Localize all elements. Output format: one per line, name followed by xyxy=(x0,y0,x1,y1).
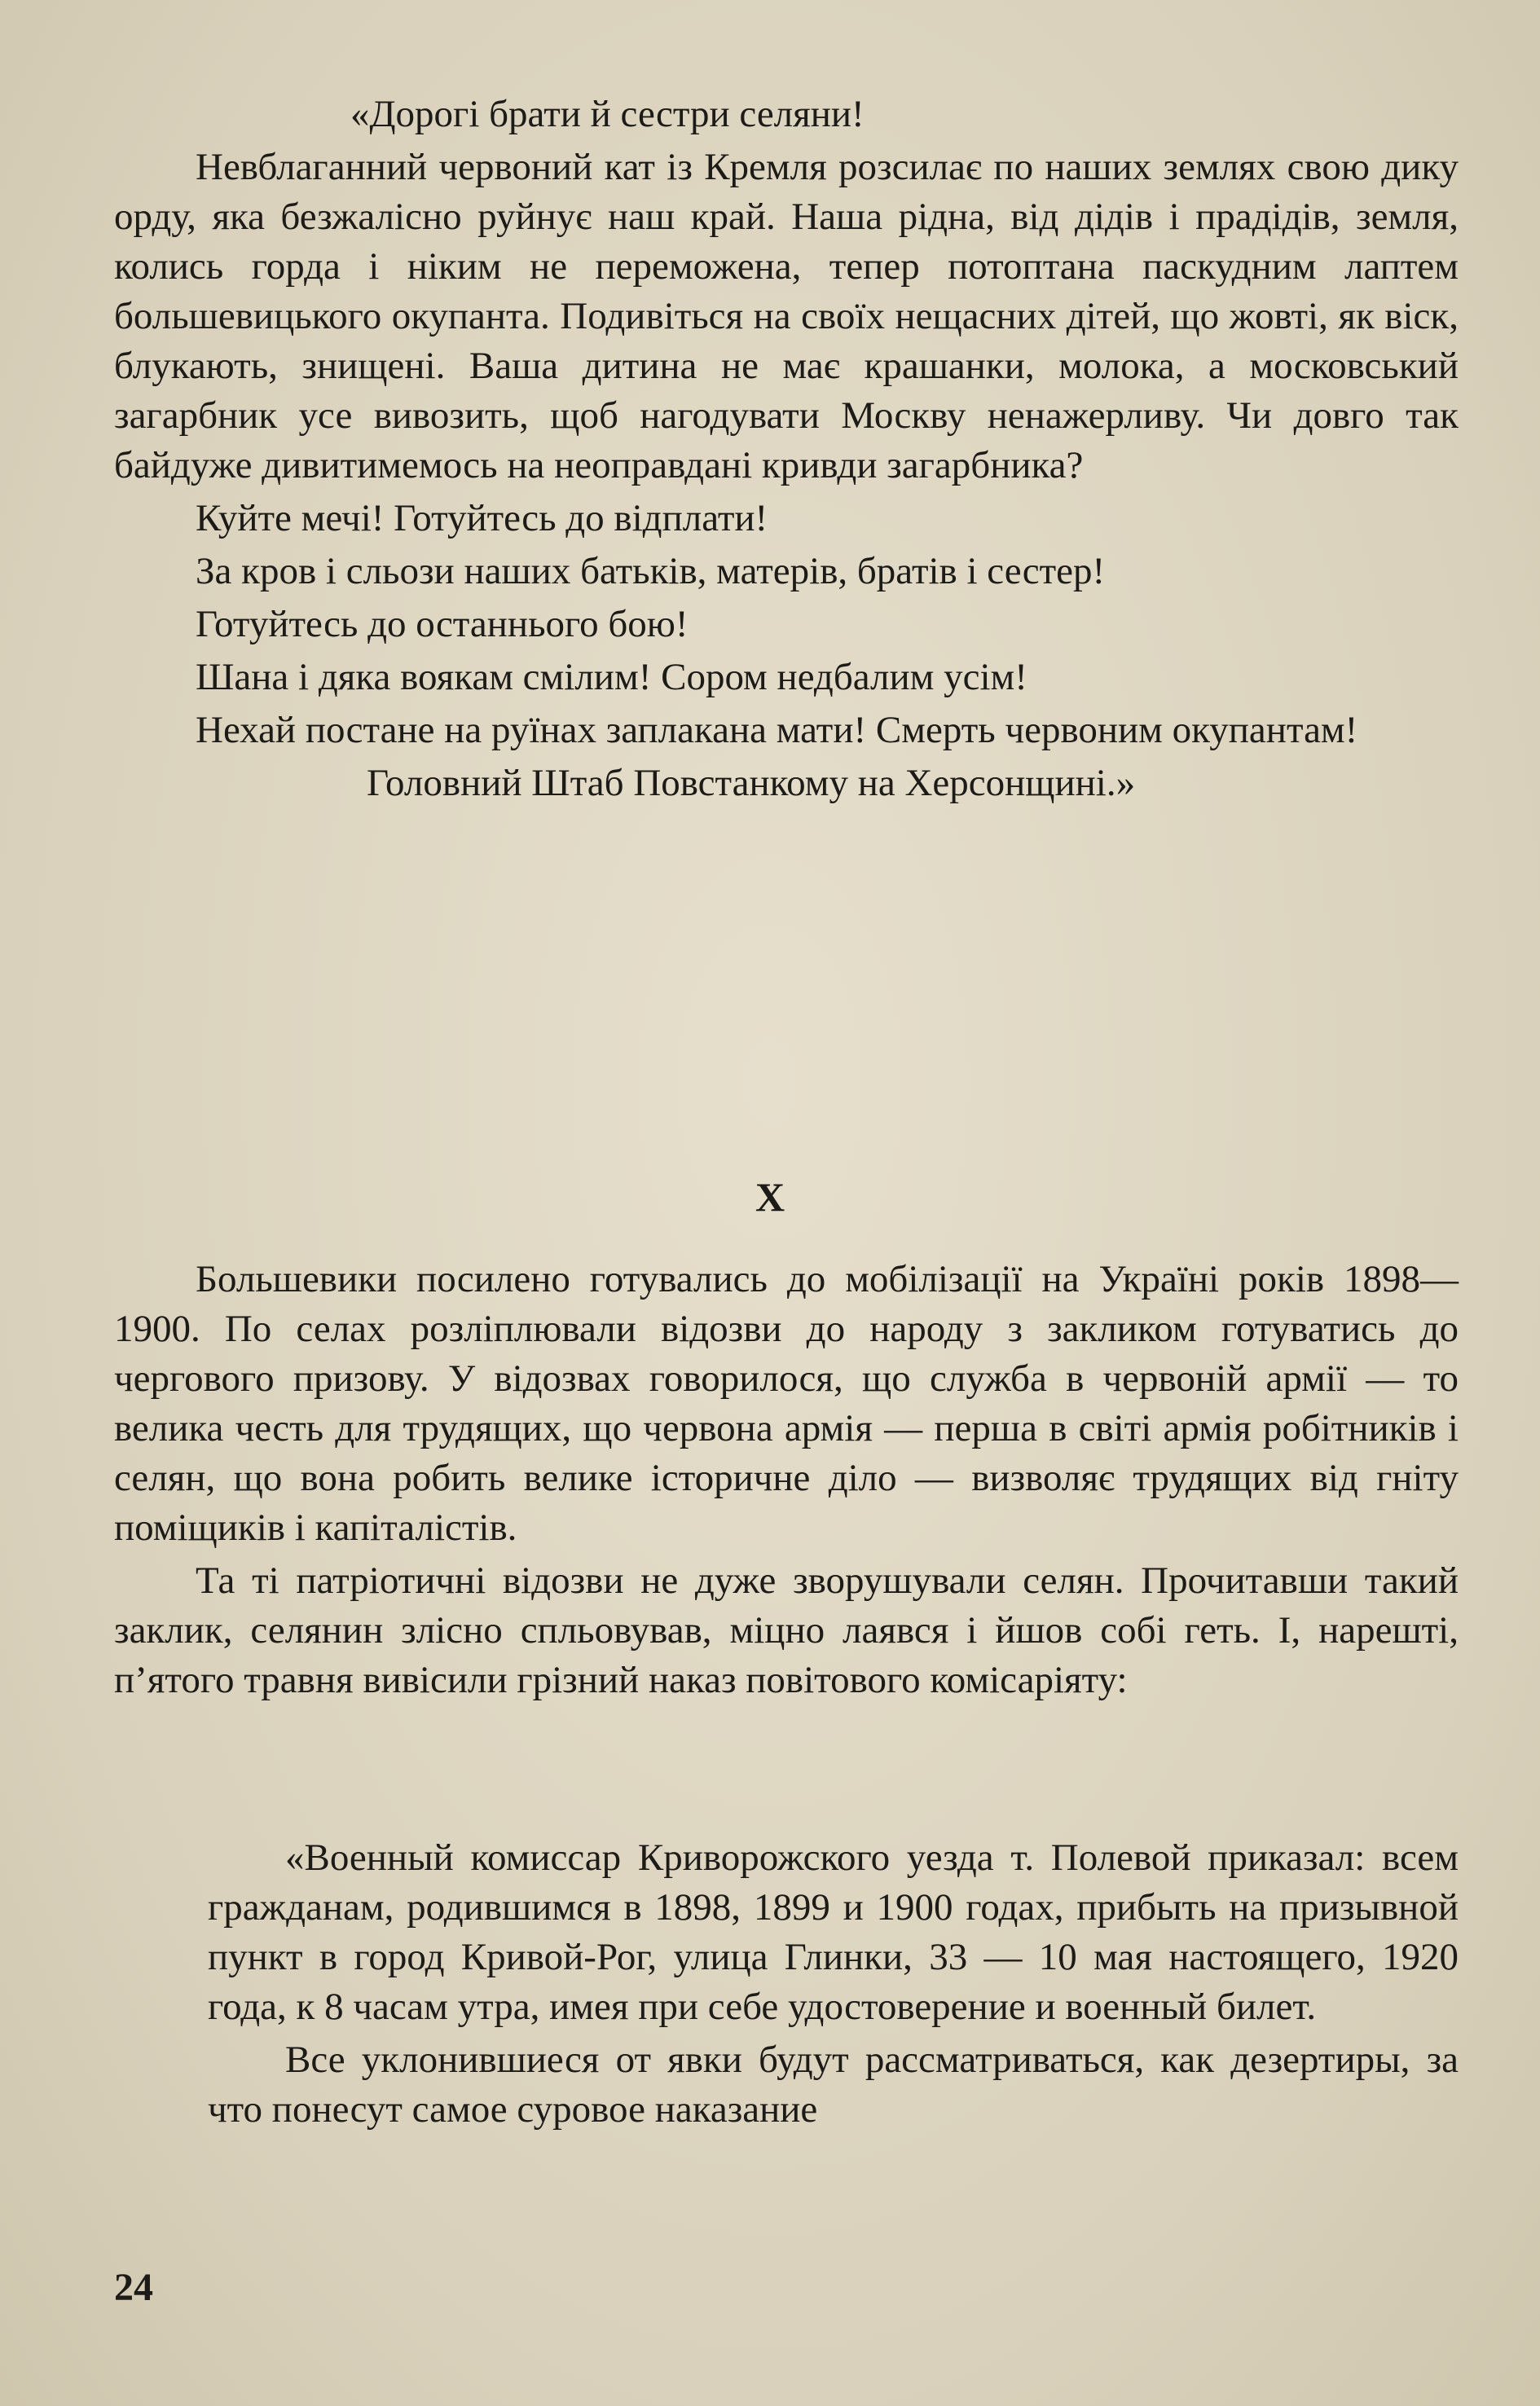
appeal-paragraph-2: Куйте мечі! Готуйтесь до відплати! xyxy=(196,497,768,539)
order-quote xyxy=(114,1833,1459,2135)
appeal-paragraph-5: Шана і дяка воякам смілим! Сором недбалим усім! xyxy=(196,656,1027,698)
chapter-heading: X xyxy=(755,1174,785,1220)
page-number: 24 xyxy=(114,2266,153,2309)
appeal-signature: Головний Штаб Повстанкому на Херсонщині.» xyxy=(367,762,1136,804)
appeal-paragraph-6: Нехай постане на руїнах заплакана мати! Смерть червоним окупантам! xyxy=(196,709,1358,751)
chapter-paragraph-2: Та ті патріотичні відозви не дуже зворушували селян. Прочитавши такий заклик, селянин злісно спльовував, міцно лаявся і йшов собі геть. І, нарешті, п’ятого травня вивісили грізний наказ повітового комісаріяту: xyxy=(114,1559,1459,1701)
chapter-body xyxy=(114,1255,1459,1705)
chapter-paragraph-1: Большевики посилено готувались до мобілізації на Україні років 1898—1900. По селах розліплювали відозви до народу з закликом готуватись до чергового призову. У відозвах говорилося, що служба в червоній армії — то велика честь для трудящих, що червона армія — перша в світі армія робітників і селян, що вона робить велике історичне діло — визволяє трудящих від гніту поміщиків і капіталістів. xyxy=(114,1258,1459,1549)
appeal-paragraph-3: За кров і сльози наших батьків, матерів, братів і сестер! xyxy=(196,550,1106,592)
appeal-opening: «Дорогі брати й сестри селяни! xyxy=(350,93,865,135)
order-paragraph-2: Все уклонившиеся от явки будут рассматриваться, как дезертиры, за что понесут самое суровое наказание xyxy=(208,2039,1459,2131)
order-paragraph-1: «Военный комиссар Криворожского уезда т. Полевой приказал: всем гражданам, родившимся в 1898, 1899 и 1900 годах, прибыть на призывной пункт в город Кривой-Рог, улица Глинки, 33 — 10 мая настоящего, 1920 года, к 8 часам утра, имея при себе удостоверение и военный билет. xyxy=(208,1836,1459,2028)
appeal-block xyxy=(114,90,1459,808)
appeal-paragraph-1: Невблаганний червоний кат із Кремля розсилає по наших землях свою дику орду, яка безжалісно руйнує наш край. Наша рідна, від дідів і прадідів, земля, колись горда і ніким не переможена, тепер потоптана паскудним лаптем большевицького окупанта. Подивіться на своїх нещасних дітей, що жовті, як віск, блукають, знищені. Ваша дитина не має крашанки, молока, а московський загарбник усе вивозить, щоб нагодувати Москву ненажерливу. Чи довго так байдуже дивитимемось на неоправдані кривди загарбника? xyxy=(114,146,1459,486)
appeal-paragraph-4: Готуйтесь до останнього бою! xyxy=(196,603,689,645)
